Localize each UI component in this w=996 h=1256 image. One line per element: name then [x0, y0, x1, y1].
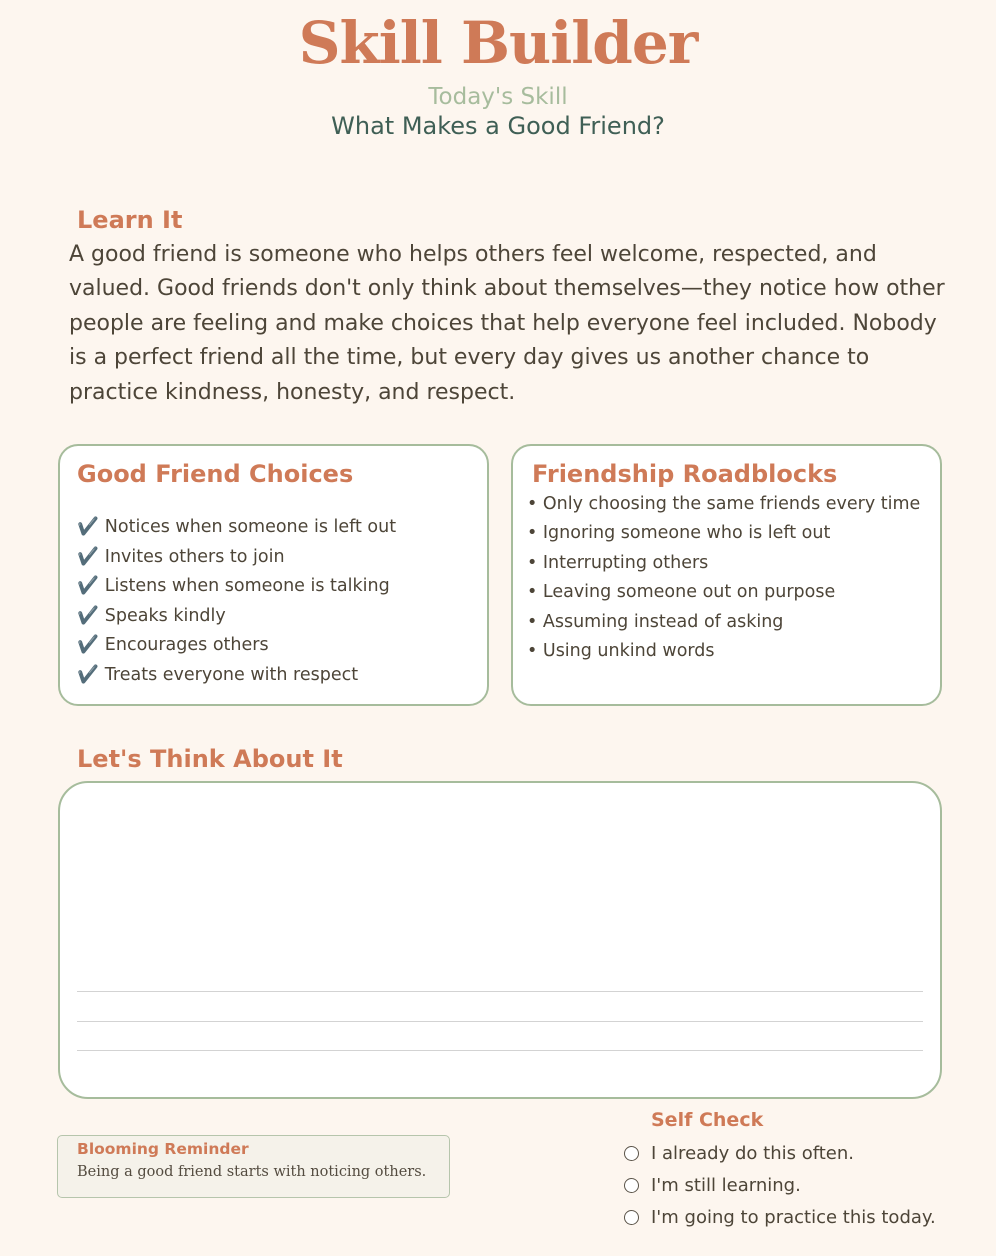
- list-item: ✔️ Listens when someone is talking: [77, 576, 390, 597]
- self-check-option[interactable]: [624, 1205, 936, 1229]
- self-check-title: Self Check: [651, 1109, 764, 1131]
- writing-line[interactable]: [77, 1050, 923, 1051]
- list-item: ✔️ Invites others to join: [77, 546, 285, 567]
- skill-name: What Makes a Good Friend?: [331, 112, 665, 140]
- good-choices-card: [58, 444, 489, 706]
- page-title: Skill Builder: [298, 9, 698, 77]
- blooming-reminder: [57, 1135, 450, 1198]
- reminder-text: Being a good friend starts with noticing others.: [77, 1164, 427, 1180]
- check-icon: ✔️: [77, 517, 99, 537]
- self-check-option[interactable]: [624, 1173, 801, 1197]
- self-check-label: I already do this often.: [651, 1142, 854, 1164]
- radio-circle-icon[interactable]: [624, 1178, 639, 1193]
- radio-circle-icon[interactable]: [624, 1146, 639, 1161]
- check-icon: ✔️: [77, 546, 99, 567]
- list-item: • Leaving someone out on purpose: [527, 582, 836, 603]
- list-item: ✔️ Treats everyone with respect: [77, 664, 359, 685]
- learn-body: A good friend is someone who helps others feel welcome, respected, and valued. Good friends don't only think about themselves—they notice how other people are feeling and make choices that help everyone feel included. Nobody is a perfect friend all the time, but every day gives us another chance to practice kindness, honesty, and respect.: [69, 242, 945, 405]
- reminder-title: Blooming Reminder: [77, 1140, 249, 1158]
- good-choices-title: Good Friend Choices: [77, 460, 354, 488]
- check-icon: ✔️: [77, 635, 99, 656]
- self-check-label: I'm still learning.: [651, 1174, 801, 1196]
- writing-line[interactable]: [77, 991, 923, 992]
- self-check-label: I'm going to practice this today.: [651, 1206, 936, 1228]
- roadblocks-list: [527, 490, 922, 666]
- roadblocks-card: [511, 444, 942, 706]
- learn-heading: Learn It: [77, 206, 183, 234]
- list-item: ✔️ Speaks kindly: [77, 605, 226, 626]
- writing-line[interactable]: [77, 1021, 923, 1022]
- list-item: • Assuming instead of asking: [527, 611, 784, 632]
- radio-circle-icon[interactable]: [624, 1210, 639, 1225]
- roadblocks-title: Friendship Roadblocks: [532, 460, 838, 488]
- writing-box[interactable]: [58, 781, 942, 1099]
- check-icon: ✔️: [77, 576, 99, 597]
- check-icon: ✔️: [77, 664, 99, 685]
- check-icon: ✔️: [77, 605, 99, 626]
- list-item: • Interrupting others: [527, 552, 709, 573]
- good-choices-list: [77, 513, 396, 691]
- list-item: • Using unkind words: [527, 641, 715, 662]
- list-item: • Only choosing the same friends every time: [527, 494, 921, 514]
- self-check-option[interactable]: [624, 1141, 854, 1165]
- list-item: • Ignoring someone who is left out: [527, 523, 831, 544]
- list-item: ✔️ Encourages others: [77, 635, 269, 656]
- think-heading: Let's Think About It: [77, 745, 343, 773]
- list-item: ✔️ Notices when someone is left out: [77, 517, 397, 537]
- page-subtitle: Today's Skill: [428, 84, 568, 110]
